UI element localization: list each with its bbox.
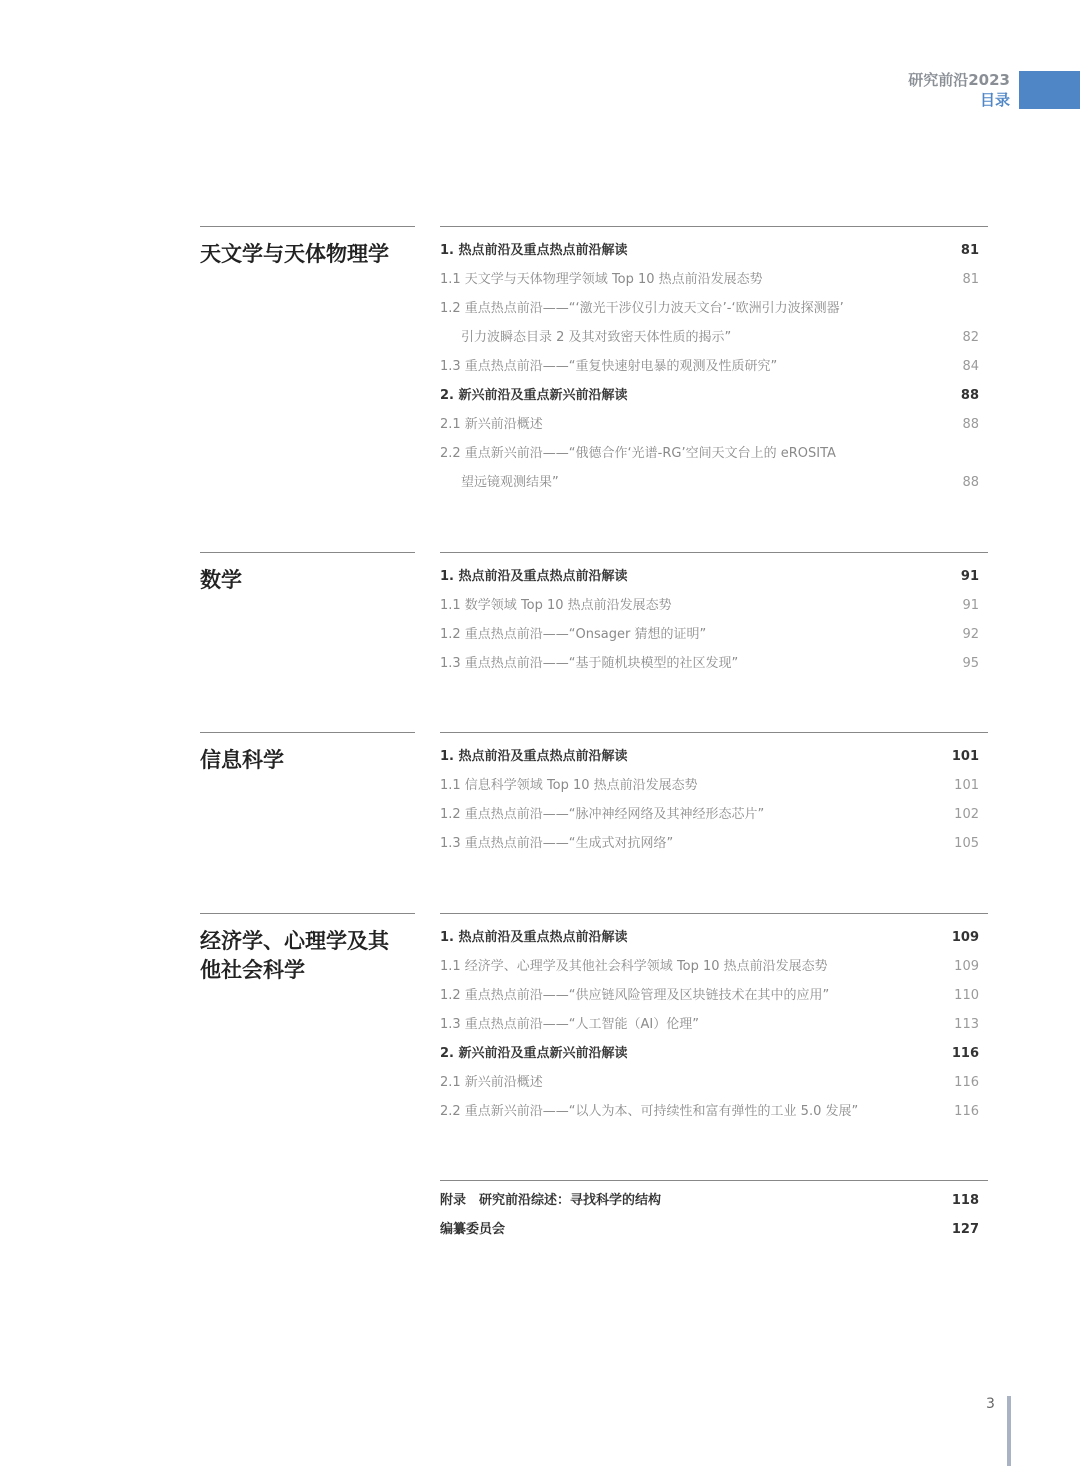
toc-entry[interactable] xyxy=(440,833,988,862)
toc-entry[interactable] xyxy=(440,566,988,595)
header-subtitle: 目录 xyxy=(979,91,1010,109)
toc-entry[interactable] xyxy=(440,985,988,1014)
toc-entry-text: 1. 热点前沿及重点热点前沿解读 xyxy=(440,569,628,584)
toc-page-number: 110 xyxy=(954,988,979,1003)
toc-entry-text: 2.1 新兴前沿概述 xyxy=(440,417,543,432)
toc-entry-text: 1.2 重点热点前沿——“供应链风险管理及区块链技术在其中的应用” xyxy=(440,988,830,1003)
toc-page-number: 116 xyxy=(954,1075,979,1090)
toc-page-number: 81 xyxy=(962,272,979,287)
toc-entry[interactable] xyxy=(440,653,988,682)
section-divider xyxy=(440,913,988,914)
toc-entry-text: 1. 热点前沿及重点热点前沿解读 xyxy=(440,930,628,945)
toc-entry-text: 1.3 重点热点前沿——“生成式对抗网络” xyxy=(440,836,674,851)
toc-entry-text: 1. 热点前沿及重点热点前沿解读 xyxy=(440,243,628,258)
toc-page-number: 82 xyxy=(962,330,979,345)
toc-entry-text: 引力波瞬态目录 2 及其对致密天体性质的揭示” xyxy=(461,330,732,345)
toc-entry[interactable] xyxy=(440,356,988,385)
section-divider xyxy=(440,732,988,733)
toc-entry-text: 1.1 信息科学领域 Top 10 热点前沿发展态势 xyxy=(440,778,698,793)
toc-entry[interactable] xyxy=(440,1043,988,1072)
toc-entry[interactable] xyxy=(440,1190,988,1219)
toc-entry-text: 1.3 重点热点前沿——“基于随机块模型的社区发现” xyxy=(440,656,739,671)
header-title: 研究前沿2023 xyxy=(908,71,1010,89)
toc-entry[interactable] xyxy=(440,385,988,414)
toc-entries xyxy=(440,746,988,862)
toc-entry-text: 望远镜观测结果” xyxy=(461,475,559,490)
toc-entry[interactable] xyxy=(440,1014,988,1043)
toc-entry-text: 2. 新兴前沿及重点新兴前沿解读 xyxy=(440,1046,628,1061)
toc-entries xyxy=(440,1190,988,1248)
toc-entry[interactable] xyxy=(440,746,988,775)
toc-page-number: 109 xyxy=(951,930,979,945)
section-title: 数学 xyxy=(200,568,242,592)
toc-page-number: 102 xyxy=(954,807,979,822)
toc-entry-text: 编纂委员会 xyxy=(440,1222,506,1237)
toc-entry[interactable] xyxy=(440,298,988,327)
toc-entry-text: 附录 研究前沿综述：寻找科学的结构 xyxy=(440,1193,662,1208)
toc-page-number: 95 xyxy=(962,656,979,671)
toc-page-number: 105 xyxy=(954,836,979,851)
section-title: 经济学、心理学及其他社会科学 xyxy=(200,929,389,982)
toc-entry-text: 1.2 重点热点前沿——“脉冲神经网络及其神经形态芯片” xyxy=(440,807,765,822)
toc-page-number: 81 xyxy=(960,243,979,258)
toc-page-number: 113 xyxy=(954,1017,979,1032)
toc-entry-text: 2.2 重点新兴前沿——“以人为本、可持续性和富有弹性的工业 5.0 发展” xyxy=(440,1104,859,1119)
toc-entry[interactable] xyxy=(440,472,988,501)
toc-entry[interactable] xyxy=(440,1072,988,1101)
toc-entry-text: 1. 热点前沿及重点热点前沿解读 xyxy=(440,749,628,764)
toc-entry-text: 1.1 天文学与天体物理学领域 Top 10 热点前沿发展态势 xyxy=(440,272,763,287)
toc-entry[interactable] xyxy=(440,624,988,653)
toc-page-number: 127 xyxy=(951,1222,979,1237)
toc-page-number: 116 xyxy=(951,1046,979,1061)
toc-entry[interactable] xyxy=(440,927,988,956)
toc-entry[interactable] xyxy=(440,1219,988,1248)
toc-page-number: 116 xyxy=(954,1104,979,1119)
toc-page-number: 91 xyxy=(960,569,979,584)
toc-entry[interactable] xyxy=(440,595,988,624)
running-header xyxy=(908,70,1010,110)
toc-entries xyxy=(440,240,988,501)
header-accent-bar xyxy=(1019,71,1080,109)
toc-entry[interactable] xyxy=(440,414,988,443)
toc-page-number: 109 xyxy=(954,959,979,974)
section-divider xyxy=(200,732,415,733)
section-divider xyxy=(440,552,988,553)
toc-page-number: 88 xyxy=(962,475,979,490)
page-number: 3 xyxy=(986,1396,995,1412)
toc-entries xyxy=(440,566,988,682)
toc-entry-text: 2. 新兴前沿及重点新兴前沿解读 xyxy=(440,388,628,403)
section-divider xyxy=(200,226,415,227)
toc-entry-text: 1.2 重点热点前沿——“Onsager 猜想的证明” xyxy=(440,627,707,642)
toc-entries xyxy=(440,927,988,1130)
toc-entry-text: 2.1 新兴前沿概述 xyxy=(440,1075,543,1090)
toc-page-number: 92 xyxy=(962,627,979,642)
toc-entry[interactable] xyxy=(440,956,988,985)
toc-entry-text: 1.3 重点热点前沿——“人工智能（AI）伦理” xyxy=(440,1017,700,1032)
toc-entry-text: 2.2 重点新兴前沿——“俄德合作‘光谱-RG’空间天文台上的 eROSITA xyxy=(440,446,836,461)
toc-page-number: 118 xyxy=(951,1193,979,1208)
toc-entry[interactable] xyxy=(440,269,988,298)
toc-entry-text: 1.1 经济学、心理学及其他社会科学领域 Top 10 热点前沿发展态势 xyxy=(440,959,828,974)
toc-entry[interactable] xyxy=(440,240,988,269)
section-divider xyxy=(200,913,415,914)
toc-page-number: 101 xyxy=(951,749,979,764)
toc-entry[interactable] xyxy=(440,775,988,804)
toc-entry-text: 1.3 重点热点前沿——“重复快速射电暴的观测及性质研究” xyxy=(440,359,778,374)
toc-entry[interactable] xyxy=(440,327,988,356)
section-divider xyxy=(200,552,415,553)
toc-entry[interactable] xyxy=(440,443,988,472)
page-accent-bar xyxy=(1007,1396,1011,1466)
toc-entry-text: 1.1 数学领域 Top 10 热点前沿发展态势 xyxy=(440,598,672,613)
section-title: 信息科学 xyxy=(200,748,284,772)
toc-page-number: 84 xyxy=(962,359,979,374)
toc-page-number: 88 xyxy=(962,417,979,432)
section-divider xyxy=(440,1180,988,1181)
toc-page-number: 101 xyxy=(954,778,979,793)
section-title: 天文学与天体物理学 xyxy=(200,242,389,266)
toc-entry-text: 1.2 重点热点前沿——“‘激光干涉仪引力波天文台’-‘欧洲引力波探测器’ xyxy=(440,301,844,316)
toc-page-number: 88 xyxy=(960,388,979,403)
toc-page-number: 91 xyxy=(962,598,979,613)
section-divider xyxy=(440,226,988,227)
toc-entry[interactable] xyxy=(440,804,988,833)
toc-entry[interactable] xyxy=(440,1101,988,1130)
